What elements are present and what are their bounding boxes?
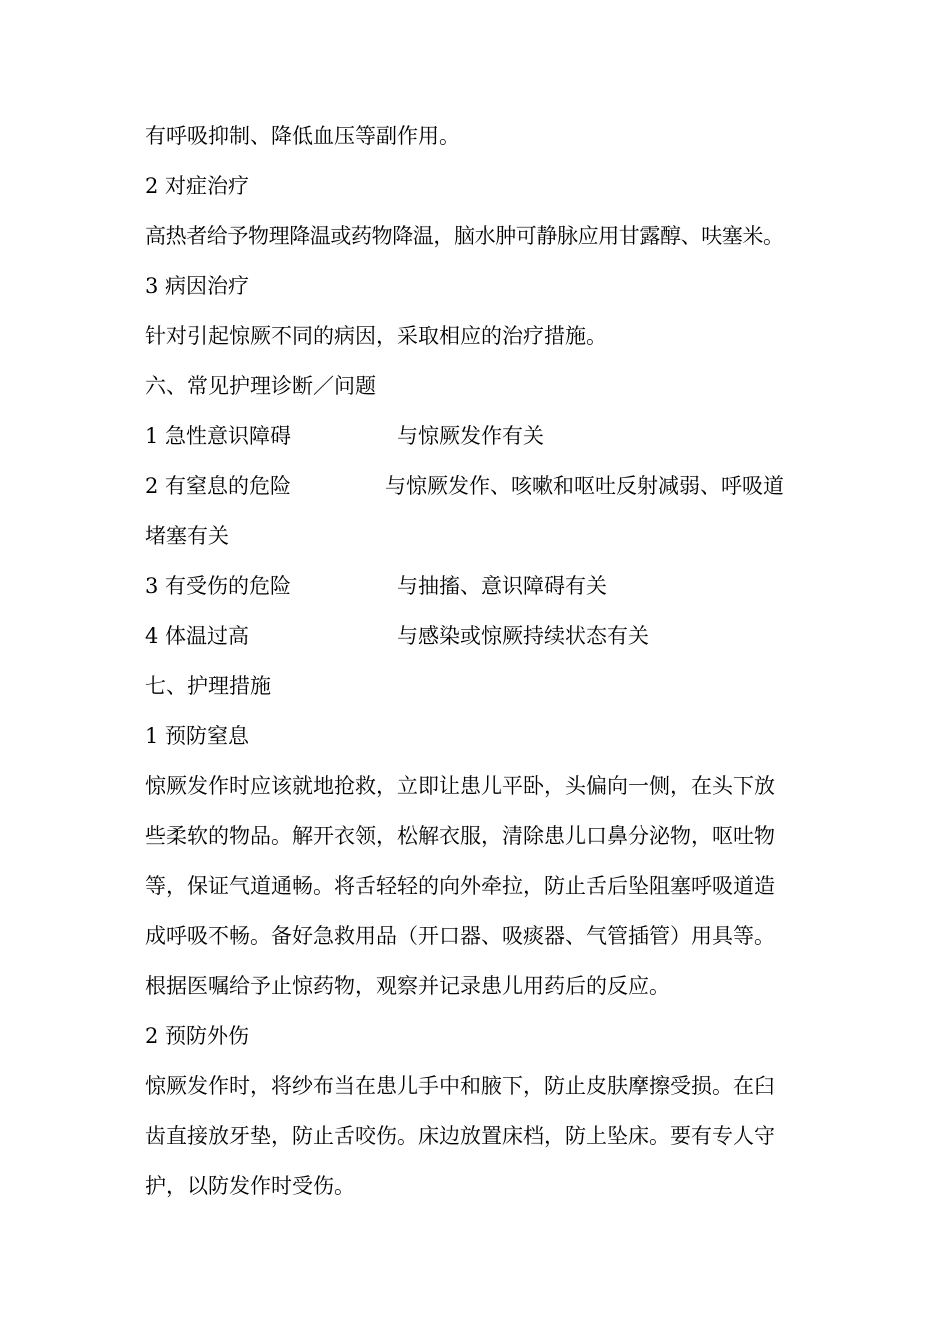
paragraph-line: 等，保证气道通畅。将舌轻轻的向外牵拉，防止舌后坠阻塞呼吸道造 (145, 874, 775, 898)
diagnosis-term: 1 急性意识障碍 (145, 424, 292, 448)
paragraph-line: 成呼吸不畅。备好急救用品（开口器、吸痰器、气管插管）用具等。 (145, 924, 775, 948)
paragraph-line: 些柔软的物品。解开衣领，松解衣服，清除患儿口鼻分泌物，呕吐物 (145, 824, 775, 848)
paragraph-line: 惊厥发作时应该就地抢救，立即让患儿平卧，头偏向一侧，在头下放 (145, 774, 775, 798)
diagnosis-continuation: 堵塞有关 (145, 524, 229, 548)
diagnosis-relation: 与抽搐、意识障碍有关 (397, 574, 607, 598)
subheading-symptomatic-treatment: 2 对症治疗 (145, 174, 250, 198)
diagnosis-term: 4 体温过高 (145, 624, 250, 648)
subheading-etiological-treatment: 3 病因治疗 (145, 274, 250, 298)
diagnosis-relation: 与惊厥发作、咳嗽和呕吐反射减弱、呼吸道 (385, 474, 784, 498)
paragraph-line: 根据医嘱给予止惊药物，观察并记录患儿用药后的反应。 (145, 974, 670, 998)
subheading-prevent-injury: 2 预防外伤 (145, 1024, 250, 1048)
section-heading-nursing-diagnosis: 六、常见护理诊断／问题 (145, 374, 376, 398)
diagnosis-term: 3 有受伤的危险 (145, 574, 292, 598)
paragraph-line: 护，以防发作时受伤。 (145, 1174, 355, 1198)
text-line: 高热者给予物理降温或药物降温，脑水肿可静脉应用甘露醇、呋塞米。 (145, 224, 784, 248)
subheading-prevent-asphyxia: 1 预防窒息 (145, 724, 250, 748)
diagnosis-relation: 与感染或惊厥持续状态有关 (397, 624, 649, 648)
diagnosis-relation: 与惊厥发作有关 (397, 424, 544, 448)
text-line: 针对引起惊厥不同的病因，采取相应的治疗措施。 (145, 324, 607, 348)
section-heading-nursing-measures: 七、护理措施 (145, 674, 271, 698)
diagnosis-term: 2 有窒息的危险 (145, 474, 292, 498)
text-line: 有呼吸抑制、降低血压等副作用。 (145, 124, 460, 148)
paragraph-line: 齿直接放牙垫，防止舌咬伤。床边放置床档，防上坠床。要有专人守 (145, 1124, 775, 1148)
paragraph-line: 惊厥发作时，将纱布当在患儿手中和腋下，防止皮肤摩擦受损。在臼 (145, 1074, 775, 1098)
